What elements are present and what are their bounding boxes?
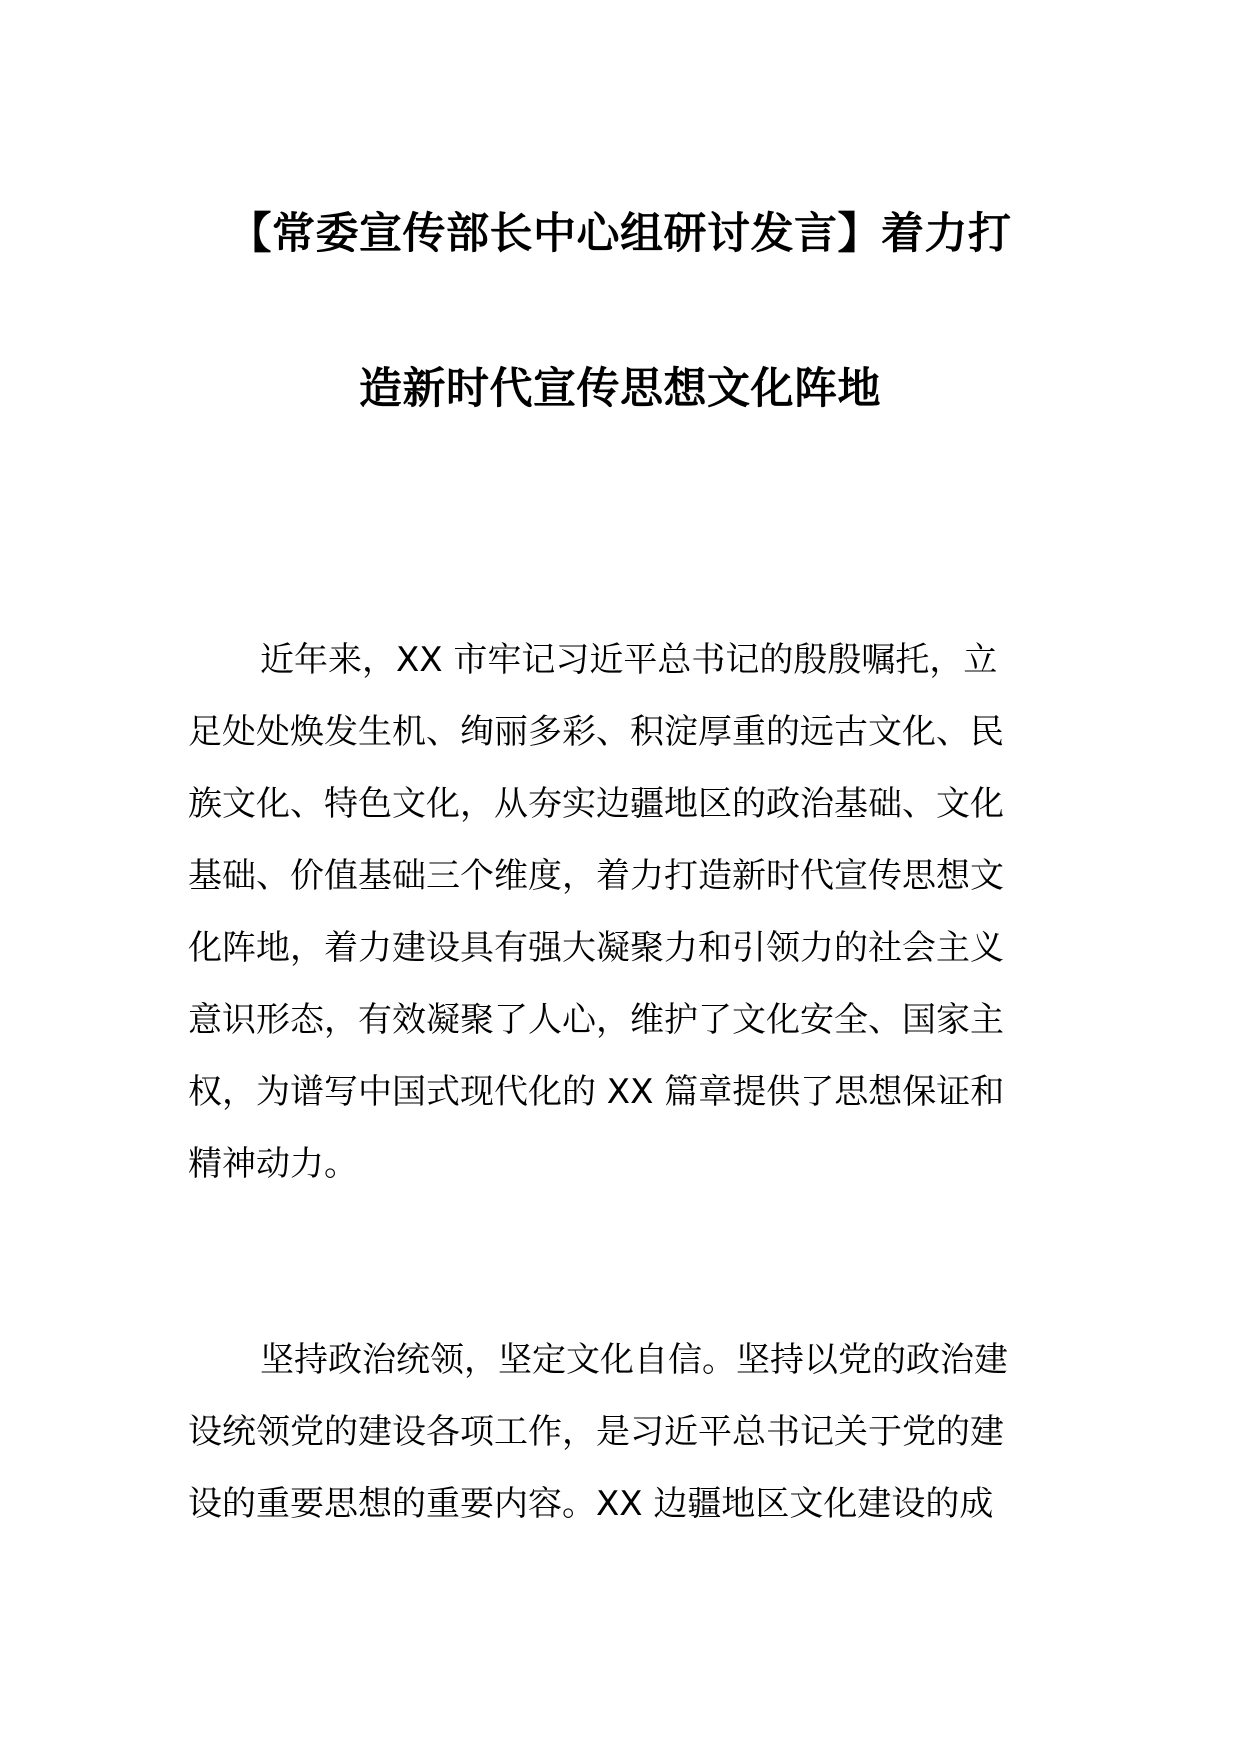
paragraph-2-line: 设统领党的建设各项工作，是习近平总书记关于党的建	[188, 1412, 1004, 1452]
paragraph-1-line: 精神动力。	[188, 1144, 358, 1184]
paragraph-1-line: 意识形态，有效凝聚了人心，维护了文化安全、国家主	[188, 1000, 1004, 1040]
paragraph-2-line: 坚持政治统领，坚定文化自信。坚持以党的政治建	[260, 1340, 1008, 1380]
document-title-line-1: 【常委宣传部长中心组研讨发言】着力打	[228, 209, 1012, 259]
paragraph-1-line: 族文化、特色文化，从夯实边疆地区的政治基础、文化	[188, 784, 1004, 824]
paragraph-1-line: 近年来，XX 市牢记习近平总书记的殷殷嘱托，立	[260, 640, 998, 680]
paragraph-1-line: 基础、价值基础三个维度，着力打造新时代宣传思想文	[188, 856, 1004, 896]
paragraph-1-line: 化阵地，着力建设具有强大凝聚力和引领力的社会主义	[188, 928, 1004, 968]
paragraph-2-line: 设的重要思想的重要内容。XX 边疆地区文化建设的成	[188, 1484, 994, 1524]
paragraph-1-line: 足处处焕发生机、绚丽多彩、积淀厚重的远古文化、民	[188, 712, 1004, 752]
document-title-line-2: 造新时代宣传思想文化阵地	[359, 364, 881, 414]
paragraph-1-line: 权，为谱写中国式现代化的 XX 篇章提供了思想保证和	[188, 1072, 1005, 1112]
